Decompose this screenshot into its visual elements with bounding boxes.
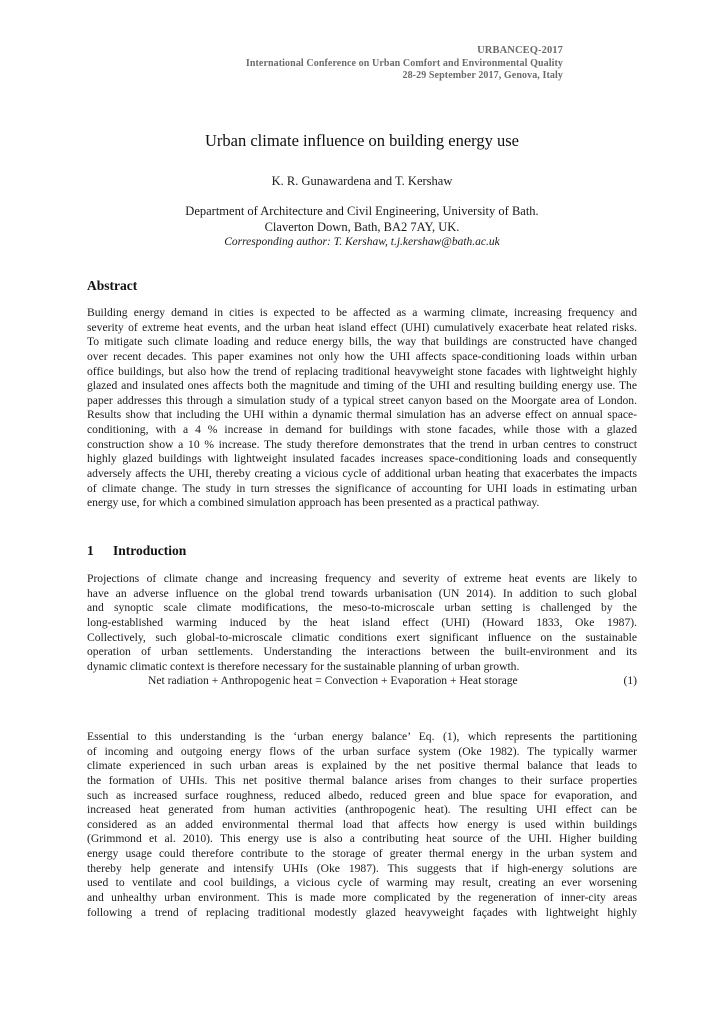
paper-authors: K. R. Gunawardena and T. Kershaw — [271, 174, 453, 188]
text-line: increased heat generated from human activities (anthropogenic heat). The resulting UHI effect can be — [87, 803, 637, 817]
section-number: 1 — [87, 543, 94, 558]
text-line: To mitigate such climate loading and reduce energy bills, the way that buildings are constructed have changed — [87, 335, 637, 349]
text-line: over recent decades. This paper examines not only how the UHI affects space-conditioning loads within urban — [87, 349, 637, 363]
conference-acronym: URBANCEQ-2017 — [477, 45, 563, 56]
abstract-body — [87, 306, 637, 511]
paper-title: Urban climate influence on building energy use — [204, 131, 519, 150]
affiliation-address: Claverton Down, Bath, BA2 7AY, UK. — [264, 219, 460, 234]
text-line: dynamic climatic context is therefore necessary for the sustainable planning of urban growth. — [87, 659, 520, 673]
text-line: of incoming and outgoing energy flows of the urban surface system (Oke 1982). The typically warmer — [87, 744, 637, 758]
text-line: energy use, for which a combined simulation approach has been presented as a practical pathway. — [87, 496, 540, 510]
conference-date-place: 28-29 September 2017, Genova, Italy — [402, 70, 563, 81]
section-title: Introduction — [113, 543, 187, 558]
conference-header — [246, 45, 563, 83]
text-line: Building energy demand in cities is expected to be affected as a warming climate, increasing frequency and — [87, 306, 637, 319]
introduction-paragraph-1 — [87, 572, 637, 674]
text-line: Essential to this understanding is the ‘urban energy balance’ Eq. (1), which represents the partitioning — [87, 730, 637, 743]
section-heading-introduction — [87, 543, 186, 559]
text-line: energy usage could therefore contribute to the storage of greater thermal energy in the urban system and — [87, 847, 637, 861]
text-line: glazed and insulated ones affects both the magnitude and timing of the UHI and resulting building energy use. The — [87, 379, 637, 393]
text-line: of climate change. The study in turn stresses the significance of accounting for UHI loads in estimating urban — [87, 481, 637, 495]
corresponding-author: Corresponding author: T. Kershaw, t.j.kershaw@bath.ac.uk — [224, 236, 500, 248]
text-line: long-established warming induced by the heat island effect (UHI) (Howard 1833, Oke 1987). — [87, 615, 637, 629]
affiliation-department: Department of Architecture and Civil Engineering, University of Bath. — [185, 204, 539, 218]
text-line: adversely affects the UHI, thereby creating a vicious cycle of additional urban heating that exacerbates the impacts — [87, 467, 637, 481]
introduction-paragraph-2 — [87, 730, 637, 920]
text-line: office buildings, but also how the trend of replacing traditional heavyweight stone facades with lightweight highly — [87, 364, 637, 378]
text-line: Collectively, such global-to-microscale climatic conditions exert significant influence on the sustainable — [87, 630, 637, 644]
text-line: following a trend of replacing traditional modestly glazed heavyweight façades with lightweight highly — [87, 905, 637, 919]
text-line: considered as an added environmental thermal load that affects how energy is used within buildings — [87, 817, 637, 831]
text-line: and synoptic scale climate modifications, the meso-to-microscale urban setting is challenged by the — [87, 601, 637, 615]
abstract-heading: Abstract — [87, 278, 138, 293]
text-line: Projections of climate change and increasing frequency and severity of extreme heat events are likely to — [87, 572, 637, 585]
text-line: such as increased surface roughness, reduced albedo, reduced green and blue space for evaporation, and — [87, 788, 637, 802]
text-line: thereby help generate and intensify UHIs (Oke 1987). This suggests that if high-energy solutions are — [87, 861, 637, 875]
text-line: the formation of UHIs. This net positive thermal balance arises from changes to their surface properties — [87, 773, 637, 787]
text-line: Results show that including the UHI within a dynamic thermal simulation has an adverse effect on annual space- — [87, 408, 637, 422]
equation-number: (1) — [623, 674, 637, 687]
text-line: used to ventilate and cool buildings, a vicious cycle of warming may result, creating an ever worsening — [87, 876, 637, 890]
text-line: conditioning, with a 4 % increase in demand for buildings with stone facades, while those with a glazed — [87, 423, 637, 437]
conference-name: International Conference on Urban Comfort and Environmental Quality — [245, 57, 563, 69]
text-line: construction show a 10 % increase. The study therefore demonstrates that the trend in urban centres to construct — [87, 437, 637, 451]
text-line: climate experienced in such urban areas is explained by the net positive thermal balance that leads to — [87, 759, 637, 773]
affiliation — [0, 204, 724, 251]
text-line: operation of urban settlements. Understanding the interactions between the built-environment and its — [87, 645, 637, 659]
text-line: highly glazed buildings with lightweight insulated facades increases space-conditioning loads and consequently — [87, 452, 637, 466]
equation-expression: Net radiation + Anthropogenic heat = Convection + Evaporation + Heat storage — [148, 674, 518, 687]
text-line: have an adverse influence on the global trend towards urbanisation (UN 2014). In addition to such global — [87, 586, 637, 600]
text-line: paper addresses this through a simulation study of a typical street canyon based on the Moorgate area of London. — [87, 393, 637, 407]
text-line: and unhealthy urban environment. This is made more complicated by the regeneration of inner-city areas — [87, 891, 637, 905]
text-line: (Grimmond et al. 2010). This energy use is also a contributing heat source of the UHI. Higher building — [87, 832, 637, 846]
text-line: severity of extreme heat events, and the urban heat island effect (UHI) cumulatively exacerbate heat related risks. — [87, 320, 637, 334]
